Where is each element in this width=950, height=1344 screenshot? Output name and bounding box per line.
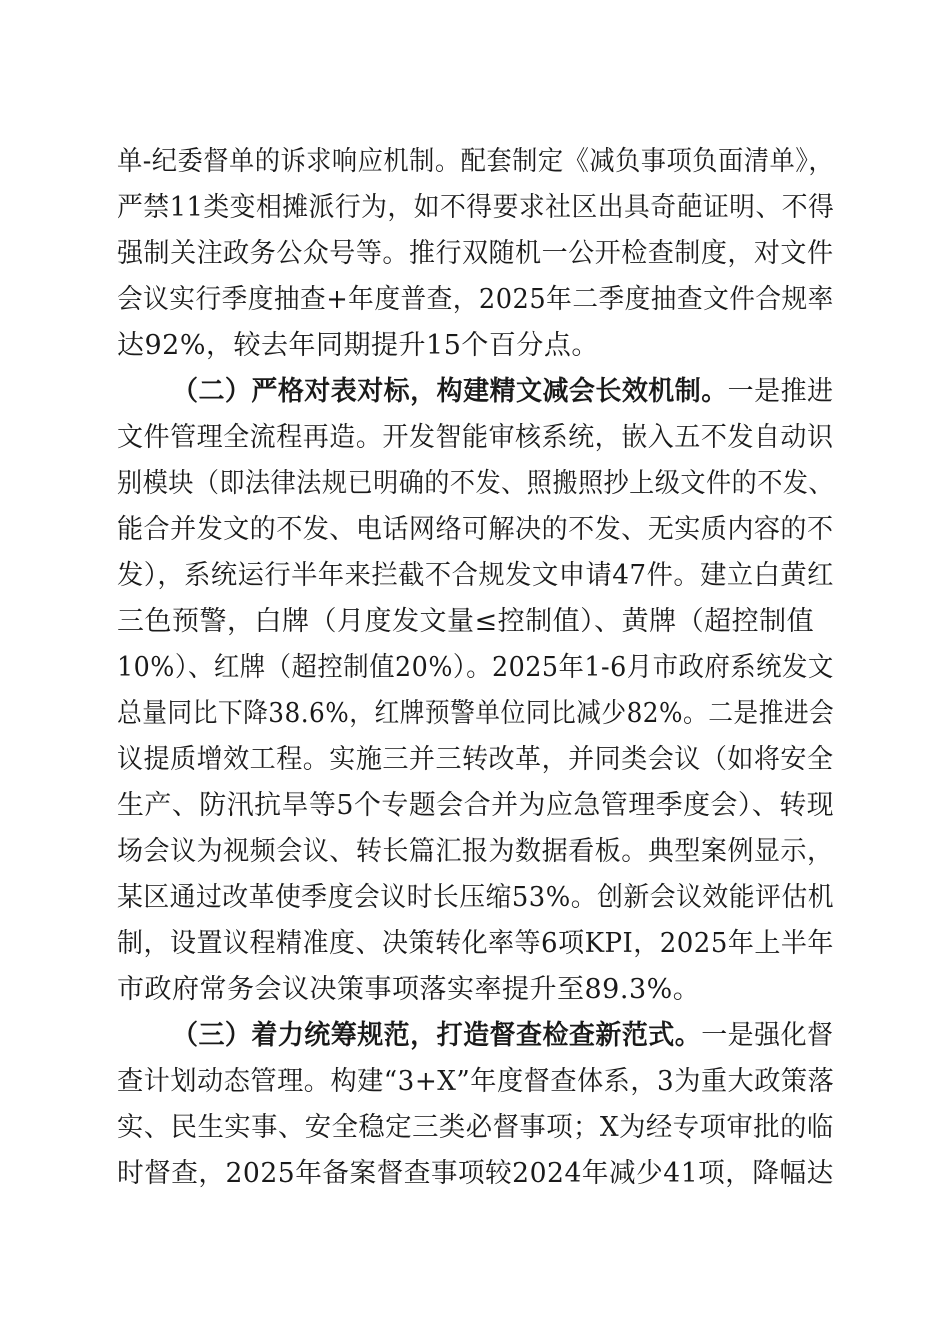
section-2-line-5: 发），系统运行半年来拦截不合规发文申请47件。建立白黄红 <box>117 560 834 591</box>
section-2-line-7: 10%）、红牌（超控制值20%）。2025年1-6月市政府系统发文 <box>117 652 834 683</box>
section-2-line-3: 别模块（即法律法规已明确的不发、照搬照抄上级文件的不发、 <box>117 468 835 499</box>
section-2-line-11: 场会议为视频会议、转长篇汇报为数据看板。典型案例显示， <box>117 836 834 867</box>
section-3-intro: 一是强化督 <box>701 1020 834 1051</box>
section-2-heading: （二）严格对表对标，构建精文减会长效机制。 <box>172 376 728 407</box>
section-3-line-3: 实、民生实事、安全稳定三类必督事项；X为经专项审批的临 <box>117 1112 834 1143</box>
paragraph-1-line-2: 严禁11类变相摊派行为，如不得要求社区出具奇葩证明、不得 <box>117 192 835 223</box>
section-2-first-line <box>172 370 834 414</box>
section-2-intro: 一是推进 <box>727 376 834 407</box>
section-2-line-6: 三色预警，白牌（月度发文量≤控制值）、黄牌（超控制值 <box>117 606 815 637</box>
paragraph-1-line-1: 单-纪委督单的诉求响应机制。配套制定《减负事项负面清单》， <box>117 146 835 177</box>
section-2-line-12: 某区通过改革使季度会议时长压缩53%。创新会议效能评估机 <box>117 882 835 913</box>
section-2-line-10: 生产、防汛抗旱等5个专题会合并为应急管理季度会）、转现 <box>117 790 835 821</box>
section-2-line-8: 总量同比下降38.6%，红牌预警单位同比减少82%。二是推进会 <box>117 698 835 729</box>
paragraph-1-line-4: 会议实行季度抽查+年度普查，2025年二季度抽查文件合规率 <box>117 284 834 315</box>
section-2-line-14: 市政府常务会议决策事项落实率提升至89.3%。 <box>117 974 701 1005</box>
section-3-line-2: 查计划动态管理。构建“3+X”年度督查体系，3为重大政策落 <box>117 1066 835 1097</box>
paragraph-1-line-5: 达92%，较去年同期提升15个百分点。 <box>117 330 599 361</box>
paragraph-1-line-3: 强制关注政务公众号等。推行双随机一公开检查制度，对文件 <box>117 238 834 269</box>
section-2-line-2: 文件管理全流程再造。开发智能审核系统，嵌入五不发自动识 <box>117 422 834 453</box>
section-2-line-9: 议提质增效工程。实施三并三转改革，并同类会议（如将安全 <box>117 744 834 775</box>
section-3-line-4: 时督查，2025年备案督查事项较2024年减少41项，降幅达 <box>117 1158 834 1189</box>
section-2-line-13: 制，设置议程精准度、决策转化率等6项KPI，2025年上半年 <box>117 928 834 959</box>
section-2-line-4: 能合并发文的不发、电话网络可解决的不发、无实质内容的不 <box>117 514 834 545</box>
section-3-heading: （三）着力统筹规范，打造督查检查新范式。 <box>172 1020 702 1051</box>
section-3-first-line <box>172 1014 834 1058</box>
